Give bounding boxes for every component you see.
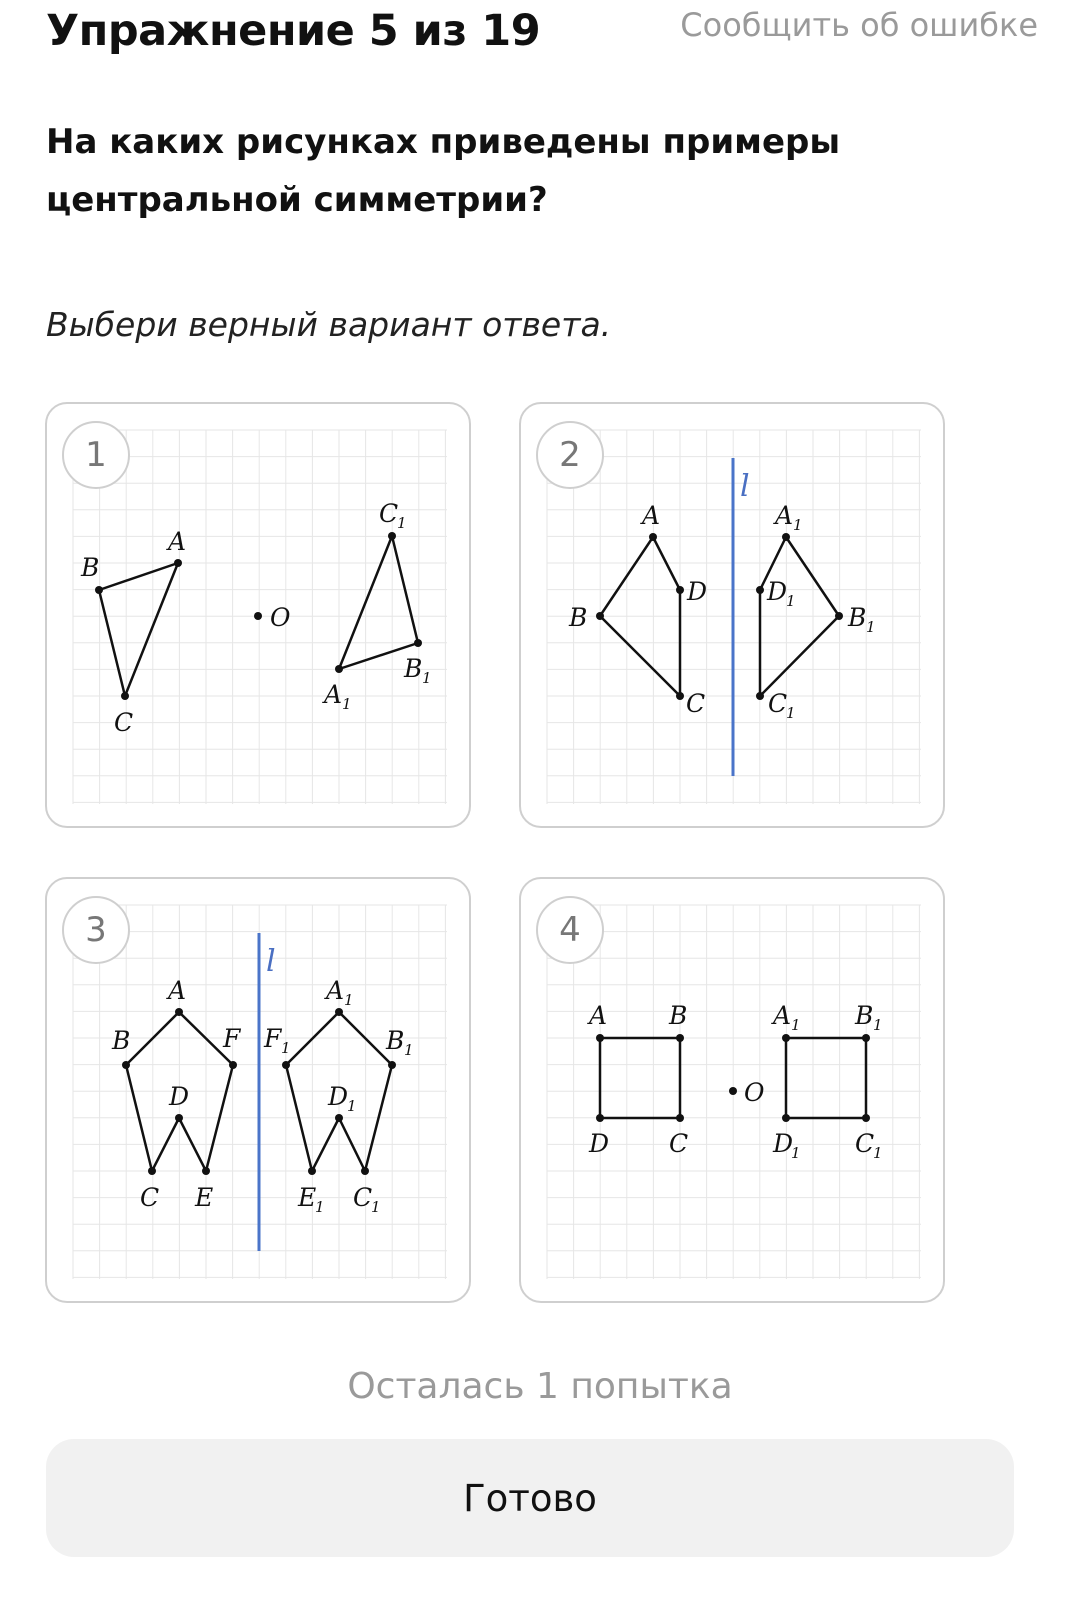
- label-o: O: [744, 1078, 765, 1107]
- label-b: B: [112, 1026, 131, 1055]
- label-a: A: [589, 1001, 608, 1030]
- label-d1: D: [773, 1129, 794, 1158]
- label-d: D: [589, 1129, 610, 1158]
- question-text: На каких рисунках приведены примеры центральной симметрии?: [46, 122, 841, 220]
- label-c: C: [686, 689, 706, 718]
- label-b: B: [569, 603, 588, 632]
- label-a1: A: [324, 680, 343, 709]
- label-c1-sub: 1: [371, 1198, 381, 1216]
- point-d1: [756, 586, 764, 594]
- label-b1: B: [855, 1001, 874, 1030]
- label-e1-sub: 1: [315, 1198, 325, 1216]
- answer-option-4[interactable]: [519, 877, 945, 1303]
- point-c1: [756, 692, 764, 700]
- label-b: B: [81, 553, 100, 582]
- label-a1-sub: 1: [791, 1016, 801, 1034]
- label-d1-sub: 1: [786, 592, 796, 610]
- label-f1-sub: 1: [281, 1039, 291, 1057]
- point-f: [229, 1061, 237, 1069]
- point-c: [121, 692, 129, 700]
- point-b: [95, 586, 103, 594]
- label-d: D: [687, 577, 708, 606]
- label-d: D: [169, 1082, 190, 1111]
- label-f1: F: [264, 1024, 282, 1053]
- point-b1: [862, 1034, 870, 1042]
- label-d1: D: [767, 577, 788, 606]
- label-e: E: [195, 1183, 214, 1212]
- point-a: [175, 1008, 183, 1016]
- point-e: [202, 1167, 210, 1175]
- point-a: [174, 559, 182, 567]
- label-b1-sub: 1: [866, 618, 876, 636]
- square-a1b1c1d1: [786, 1038, 866, 1118]
- attempts-remaining: Осталась 1 попытка: [347, 1366, 733, 1407]
- label-a1-sub: 1: [344, 991, 354, 1009]
- label-l: l: [740, 469, 750, 504]
- point-b: [122, 1061, 130, 1069]
- option-number-badge: 4: [536, 896, 604, 964]
- label-b1: B: [386, 1026, 405, 1055]
- label-a1: A: [775, 501, 794, 530]
- point-o: [254, 612, 262, 620]
- label-f: F: [223, 1024, 241, 1053]
- point-d1: [335, 1114, 343, 1122]
- point-b1: [414, 639, 422, 647]
- answer-option-1[interactable]: [45, 402, 471, 828]
- label-o: O: [270, 603, 291, 632]
- point-d: [596, 1114, 604, 1122]
- answer-option-3[interactable]: [45, 877, 471, 1303]
- label-c1: C: [855, 1129, 875, 1158]
- label-e1: E: [298, 1183, 317, 1212]
- point-c: [676, 692, 684, 700]
- point-c1: [862, 1114, 870, 1122]
- point-o: [729, 1087, 737, 1095]
- point-a: [596, 1034, 604, 1042]
- point-e1: [308, 1167, 316, 1175]
- label-c1: C: [768, 689, 788, 718]
- point-a1: [782, 533, 790, 541]
- label-c: C: [669, 1129, 689, 1158]
- point-d1: [782, 1114, 790, 1122]
- point-c1: [361, 1167, 369, 1175]
- label-a: A: [168, 976, 187, 1005]
- label-b1: B: [848, 603, 867, 632]
- label-c1: C: [353, 1183, 373, 1212]
- answer-option-2[interactable]: [519, 402, 945, 828]
- option-number-badge: 3: [62, 896, 130, 964]
- point-b1: [388, 1061, 396, 1069]
- option-number-badge: 1: [62, 421, 130, 489]
- point-b: [596, 612, 604, 620]
- square-abcd: [600, 1038, 680, 1118]
- label-c1-sub: 1: [873, 1144, 883, 1162]
- point-a: [649, 533, 657, 541]
- point-f1: [282, 1061, 290, 1069]
- point-d: [175, 1114, 183, 1122]
- point-b1: [835, 612, 843, 620]
- label-a1-sub: 1: [793, 516, 803, 534]
- label-a1: A: [326, 976, 345, 1005]
- point-a1: [335, 1008, 343, 1016]
- option-number-badge: 2: [536, 421, 604, 489]
- point-c: [148, 1167, 156, 1175]
- label-d1: D: [328, 1082, 349, 1111]
- instruction-text: Выбери верный вариант ответа.: [46, 305, 612, 344]
- label-c1-sub: 1: [786, 704, 796, 722]
- label-c1: C: [379, 499, 399, 528]
- label-d1-sub: 1: [347, 1097, 357, 1115]
- exercise-title: Упражнение 5 из 19: [46, 6, 541, 56]
- label-b1-sub: 1: [422, 669, 432, 687]
- point-c: [676, 1114, 684, 1122]
- label-a: A: [642, 501, 661, 530]
- label-d1-sub: 1: [791, 1144, 801, 1162]
- point-a1: [782, 1034, 790, 1042]
- done-button[interactable]: Готово: [46, 1439, 1014, 1557]
- label-a: A: [168, 527, 187, 556]
- label-c: C: [140, 1183, 160, 1212]
- label-b1: B: [404, 654, 423, 683]
- triangle-abc: [99, 563, 178, 696]
- point-a1: [335, 665, 343, 673]
- label-c1-sub: 1: [397, 514, 407, 532]
- point-c1: [388, 532, 396, 540]
- triangle-a1b1c1: [339, 536, 418, 669]
- label-a1: A: [773, 1001, 792, 1030]
- label-b: B: [669, 1001, 688, 1030]
- point-b: [676, 1034, 684, 1042]
- point-d: [676, 586, 684, 594]
- label-b1-sub: 1: [873, 1016, 883, 1034]
- label-b1-sub: 1: [404, 1041, 414, 1059]
- report-error-link[interactable]: Сообщить об ошибке: [680, 6, 1038, 44]
- label-c: C: [114, 708, 134, 737]
- label-l: l: [266, 944, 276, 979]
- label-a1-sub: 1: [342, 695, 352, 713]
